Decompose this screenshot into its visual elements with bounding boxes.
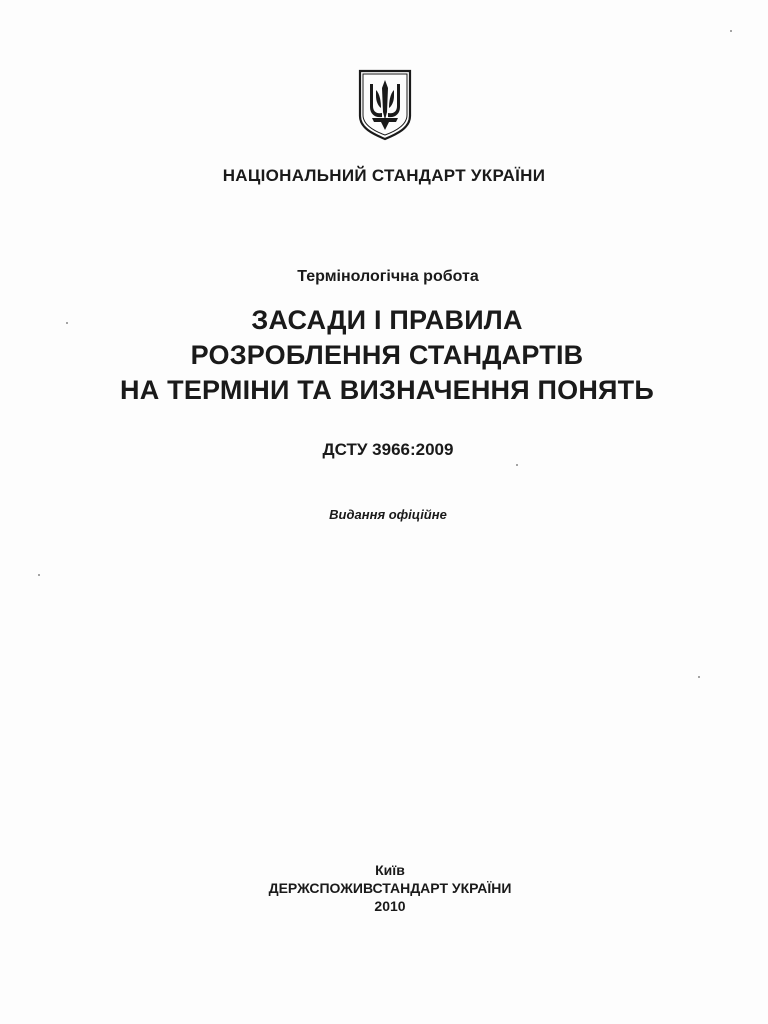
document-subtitle: Термінологічна робота xyxy=(297,268,479,285)
scan-speck xyxy=(698,676,700,678)
imprint-year: 2010 xyxy=(374,898,406,914)
scan-speck xyxy=(516,464,518,466)
trident-emblem-icon xyxy=(357,68,413,142)
document-title xyxy=(0,303,768,408)
title-line: НА ТЕРМІНИ ТА ВИЗНАЧЕННЯ ПОНЯТЬ xyxy=(120,375,654,405)
imprint-block xyxy=(6,861,768,915)
national-standard-heading: НАЦІОНАЛЬНИЙ СТАНДАРТ УКРАЇНИ xyxy=(222,166,546,185)
scan-speck xyxy=(38,574,40,576)
imprint-city: Київ xyxy=(375,862,405,878)
edition-label: Видання офіційне xyxy=(329,507,447,522)
title-line: РОЗРОБЛЕННЯ СТАНДАРТІВ xyxy=(190,340,584,370)
title-line: ЗАСАДИ І ПРАВИЛА xyxy=(251,305,523,335)
imprint-publisher: ДЕРЖСПОЖИВСТАНДАРТ УКРАЇНИ xyxy=(268,880,512,896)
scan-speck xyxy=(730,30,732,32)
standard-code: ДСТУ 3966:2009 xyxy=(322,440,454,459)
scan-speck xyxy=(66,322,68,324)
